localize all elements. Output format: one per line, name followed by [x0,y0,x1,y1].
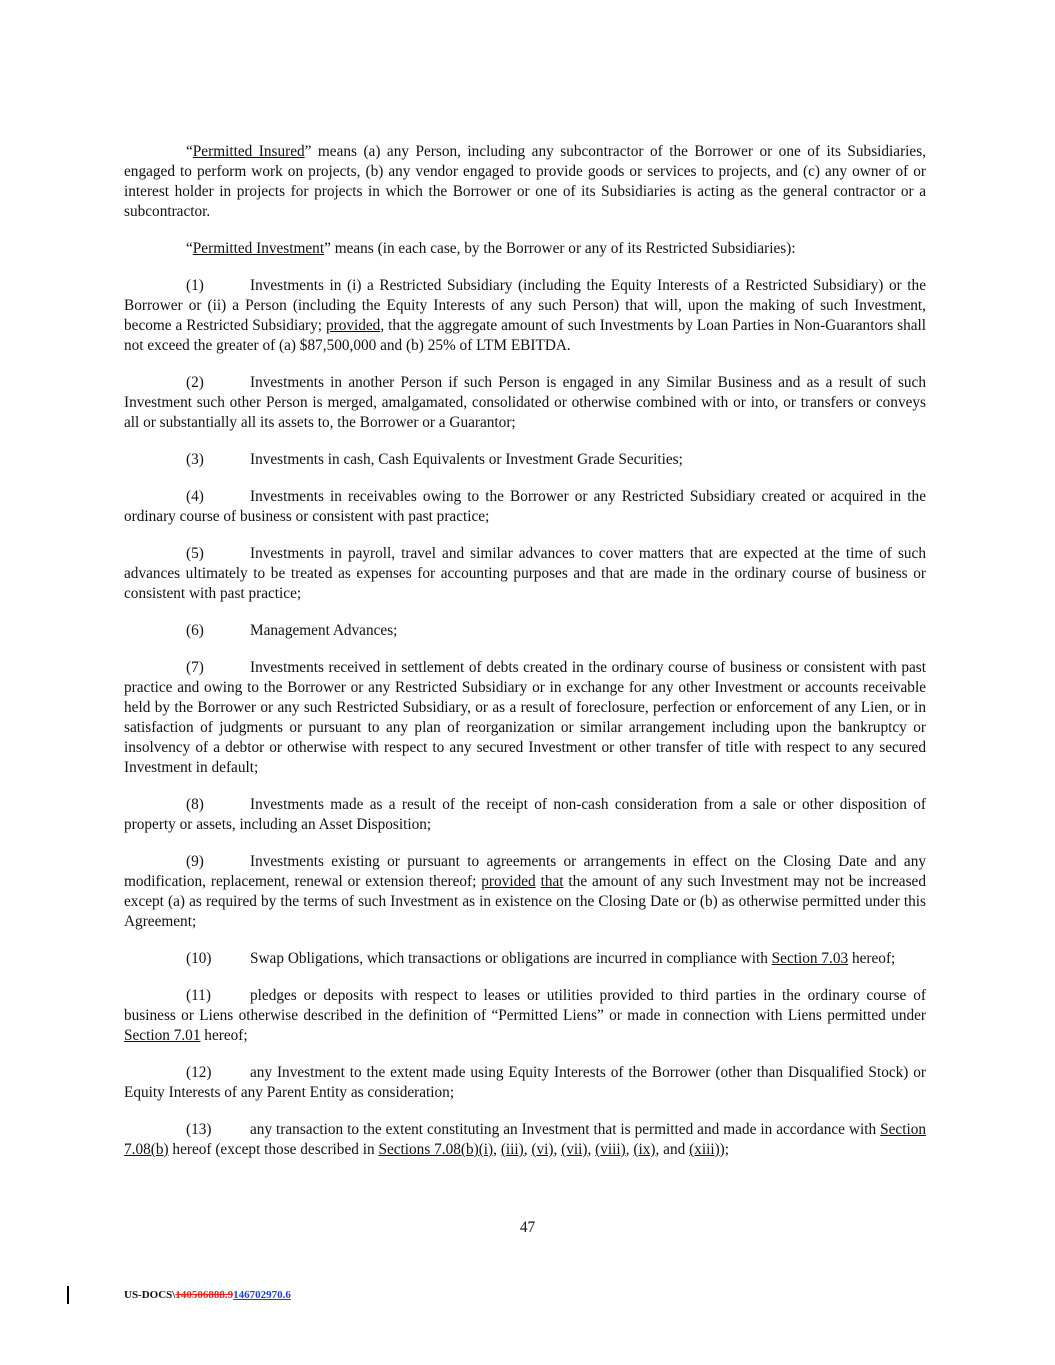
defined-term: Permitted Investment [192,240,325,257]
change-bar [67,1286,69,1304]
clause-5: (5) Investments in payroll, travel and similar advances to cover matters that are expected at the time of such advances ultimately to be treated as expenses for accounting purposes and that are made in the ordinary course of business or consistent with past practice; [124,545,926,602]
definition-permitted-investment: “Permitted Investment” means (in each case, by the Borrower or any of its Restricted Subsidiaries): [186,240,796,257]
inserted-doc-id: 146702970.6 [233,1289,291,1301]
clause-1: (1) Investments in (i) a Restricted Subsidiary (including the Equity Interests of a Restricted Subsidiary) or the Borrower or (ii) a Person (including the Equity Interests of any such Person) that will, upon the making of such Investment, become a Restricted Subsidiary; provided, that the aggregate amount of such Investments by Loan Parties in Non-Guarantors shall not exceed the greater of (a) $87,500,000 and (b) 25% of LTM EBITDA. [124,277,927,354]
page-number: 47 [519,1219,536,1236]
document-body [124,142,926,1177]
clause-13: (13) any transaction to the extent constituting an Investment that is permitted and made in accordance with Section 7.08(b) hereof (except those described in Sections 7.08(b)(i), (iii), (vi), (vii), (viii), (ix), and (xiii)); [124,1121,926,1158]
clause-8: (8) Investments made as a result of the receipt of non-cash consideration from a sale or other disposition of property or assets, including an Asset Disposition; [124,796,926,833]
section-reference: Section 7.01 [124,1027,201,1044]
clause-10: (10) Swap Obligations, which transactions or obligations are incurred in compliance with Section 7.03 hereof; [186,950,896,967]
clause-7: (7) Investments received in settlement of debts created in the ordinary course of business or consistent with past practice and owing to the Borrower or any Restricted Subsidiary or in exchange for any other Investment or accounts receivable held by the Borrower or any such Restricted Subsidiary, or as a result of foreclosure, perfection or enforcement of any Lien, or in satisfaction of judgments or pursuant to any plan of reorganization or similar arrangement including upon the bankruptcy or insolvency of a debtor or otherwise with respect to any secured Investment or other transfer of title with respect to any secured Investment in default; [124,659,926,776]
clause-2: (2) Investments in another Person if such Person is engaged in any Similar Business and as a result of such Investment such other Person is merged, amalgamated, consolidated or otherwise combined with or into, or transfers or conveys all or substantially all its assets to, the Borrower or a Guarantor; [124,374,926,431]
defined-term: Permitted Insured [192,143,305,160]
section-reference: Section 7.08(b) [124,1121,926,1158]
clause-9: (9) Investments existing or pursuant to agreements or arrangements in effect on the Closing Date and any modification, replacement, renewal or extension thereof; provided that the amount of any such Investment may not be increased except (a) as required by the terms of such Investment as in existence on the Closing Date or (b) as otherwise permitted under this Agreement; [124,853,926,930]
clause-4: (4) Investments in receivables owing to the Borrower or any Restricted Subsidiary created or acquired in the ordinary course of business or consistent with past practice; [124,488,926,525]
clause-6: (6) Management Advances; [186,622,398,639]
clause-3: (3) Investments in cash, Cash Equivalents or Investment Grade Securities; [186,451,683,468]
clause-11: (11) pledges or deposits with respect to leases or utilities provided to third parties in the ordinary course of business or Liens otherwise described in the definition of “Permitted Liens” or made in connection with Liens permitted under Section 7.01 hereof; [124,987,926,1044]
deleted-doc-id: 140506888.9 [175,1289,234,1301]
document-id-footer: US-DOCS\140506888.9146702970.6 [124,1289,291,1301]
definition-permitted-insured: “Permitted Insured” means (a) any Person, including any subcontractor of the Borrower or one of its Subsidiaries, engaged to perform work on projects, (b) any vendor engaged to provide goods or services to projects, and (c) any owner of or interest holder in projects for projects in which the Borrower or one of its Subsidiaries is acting as the general contractor or a subcontractor. [124,143,926,220]
section-reference: Sections 7.08(b)(i) [378,1141,494,1158]
section-reference: Section 7.03 [771,950,849,967]
clause-12: (12) any Investment to the extent made using Equity Interests of the Borrower (other than Disqualified Stock) or Equity Interests of any Parent Entity as consideration; [124,1064,926,1101]
